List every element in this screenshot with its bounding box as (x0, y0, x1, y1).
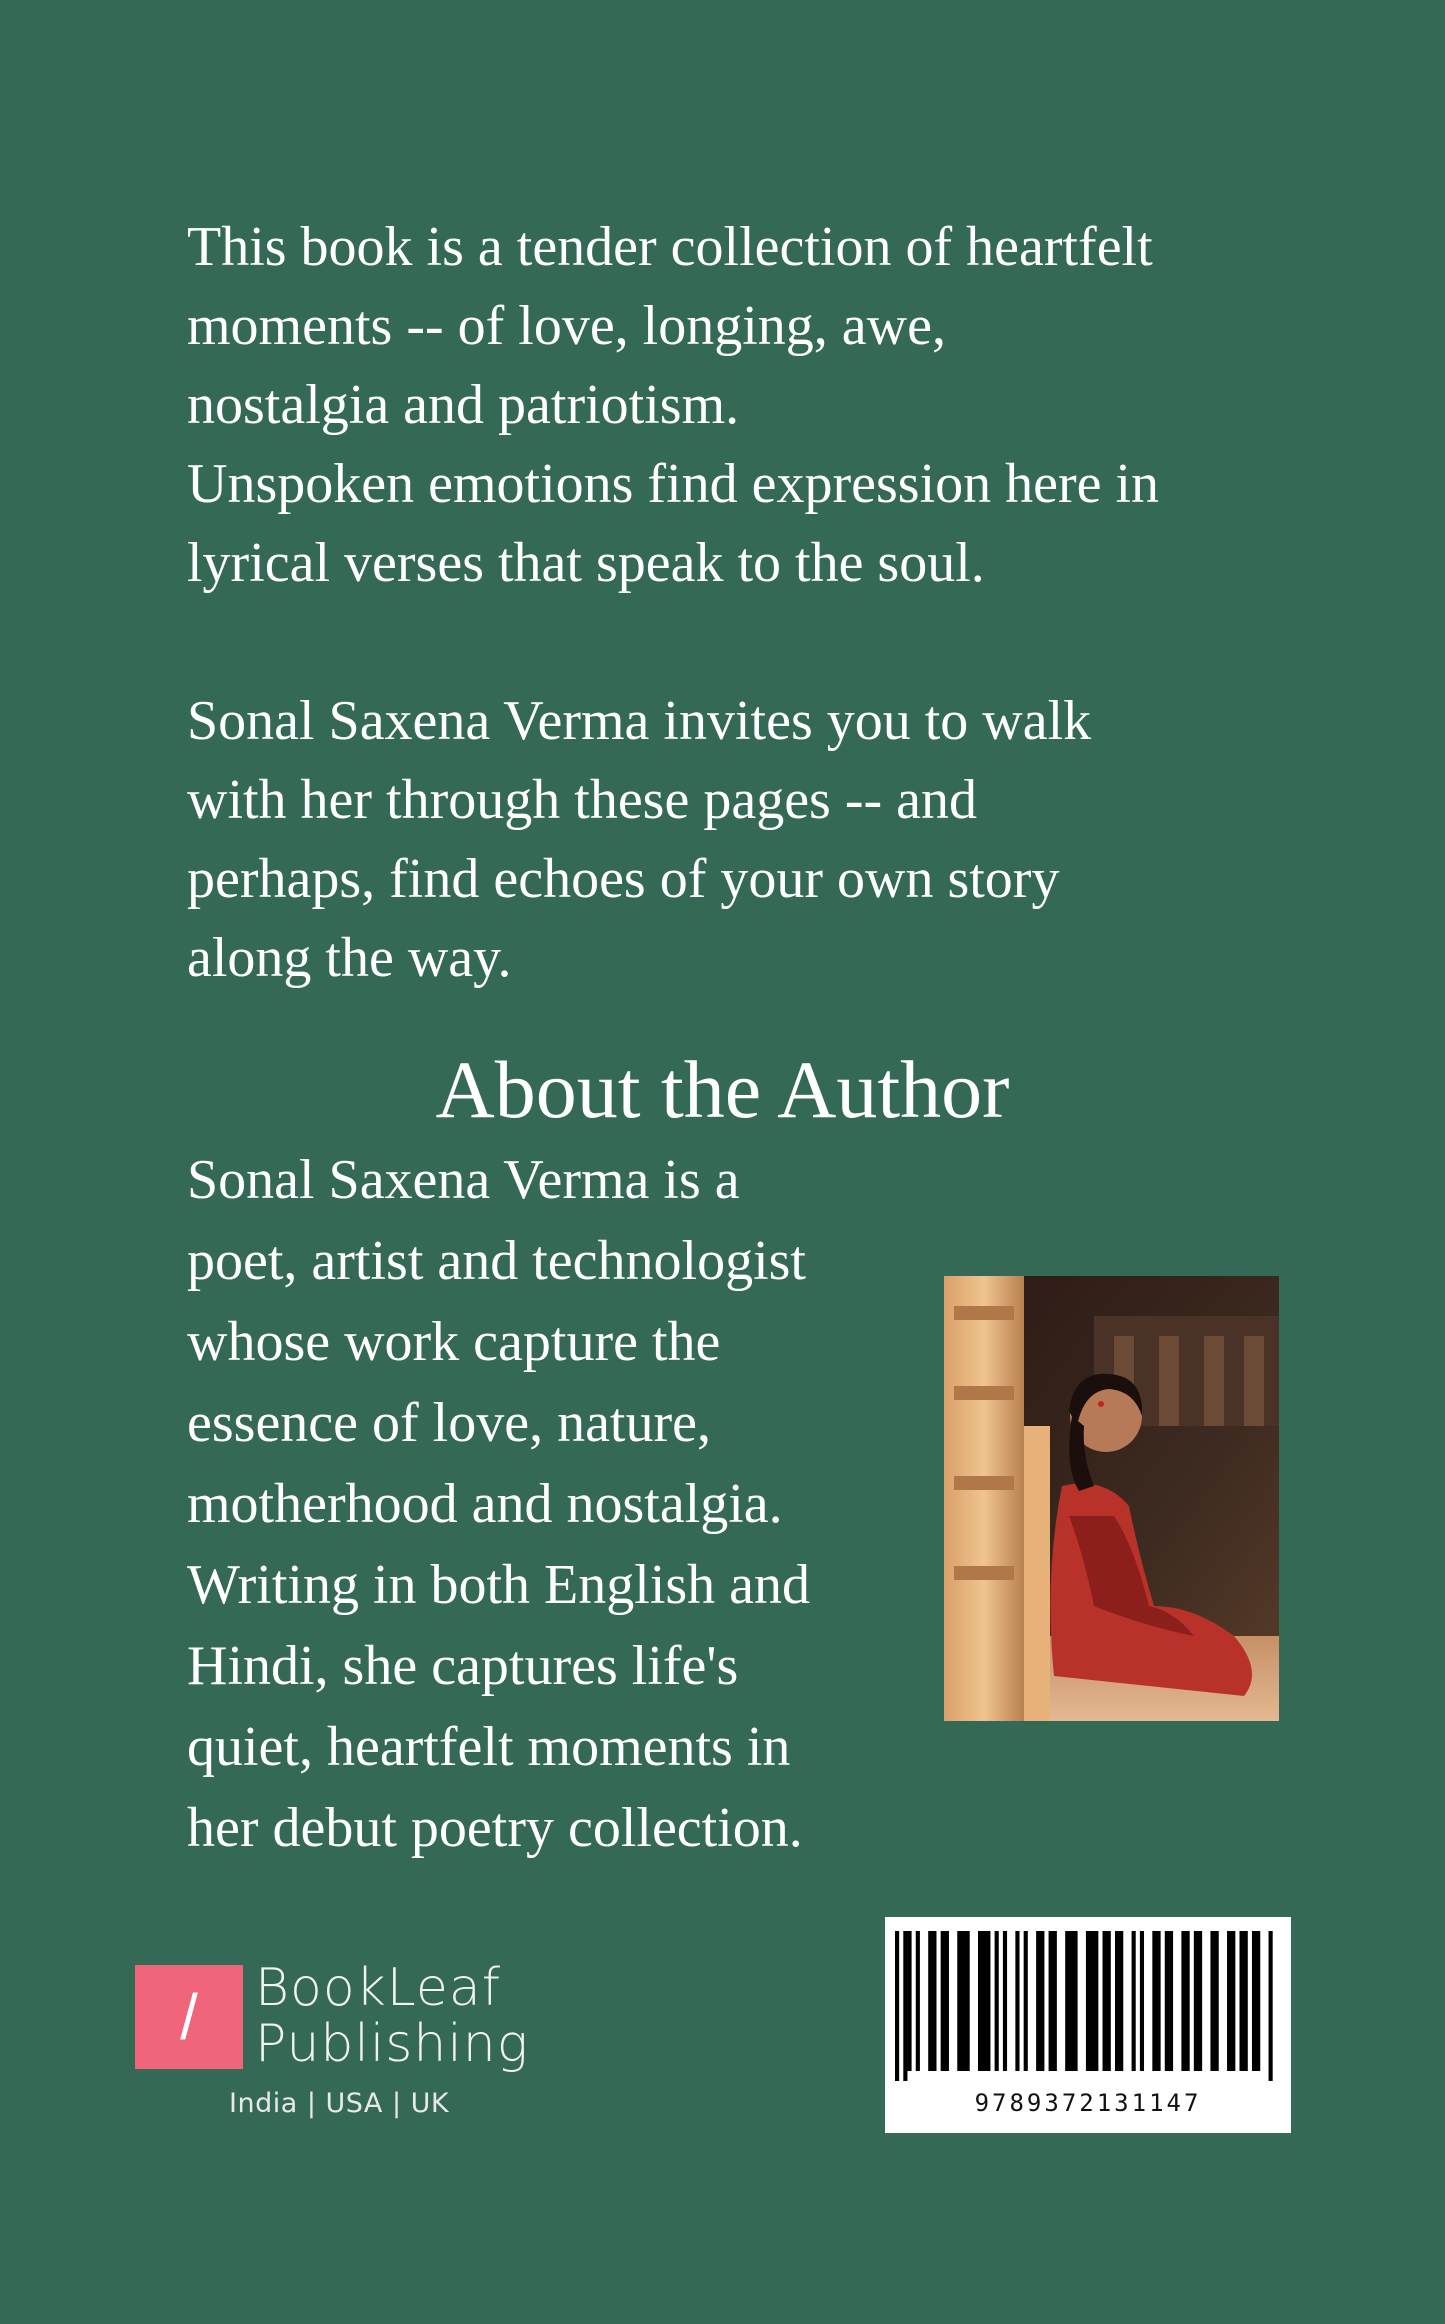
barcode-bar (995, 1931, 999, 2071)
barcode-bar (1269, 1931, 1273, 2081)
barcode-bar (1024, 1931, 1028, 2071)
barcode-bar (1181, 1931, 1189, 2071)
barcode-bar (1239, 1931, 1247, 2071)
barcode-bar (1015, 1931, 1019, 2071)
publisher-name: BookLeaf Publishing (255, 1958, 529, 2074)
blurb-paragraph-2: Sonal Saxena Verma invites you to walk with her through these pages -- and perhaps, find echoes of your own story along the way. (187, 690, 1092, 989)
barcode-bars (895, 1931, 1281, 2081)
blurb-paragraph-1: This book is a tender collection of heartfelt moments -- of love, longing, awe, nostalgia and patriotism. Unspoken emotions find expression here in lyrical verses that speak to the soul. (187, 216, 1160, 594)
publisher-logo (135, 1960, 555, 2130)
about-author-heading: About the Author (435, 1044, 1010, 1135)
barcode-bar (1003, 1931, 1007, 2071)
barcode-bar (1132, 1931, 1136, 2071)
about-author-text: Sonal Saxena Verma is a poet, artist and technologist whose work capture the essence of love, nature, motherhood and nostalgia. Writing in both English and Hindi, she captures life's quiet, heartfelt moments in her debut poetry collection. (187, 1149, 811, 1859)
paragraph-gap (187, 603, 1287, 682)
barcode-bar (1194, 1931, 1202, 2071)
barcode-bar (978, 1931, 990, 2071)
publisher-regions: India | USA | UK (229, 2088, 450, 2119)
barcode-bar (941, 1931, 949, 2071)
barcode-bar (1036, 1931, 1044, 2071)
barcode-bar (903, 1931, 907, 2081)
barcode-bar (1227, 1931, 1235, 2071)
barcode-bar (1049, 1931, 1057, 2071)
barcode-bar (1086, 1931, 1098, 2071)
author-photo (944, 1276, 1279, 1721)
barcode-bar (1115, 1931, 1123, 2071)
bookleaf-logo-icon (135, 1965, 243, 2069)
barcode-bar (1065, 1931, 1077, 2071)
barcode-bar (928, 1931, 936, 2071)
barcode-bar (1165, 1931, 1173, 2071)
back-cover-blurb (187, 208, 1287, 998)
logo-slash: / (180, 1981, 198, 2053)
barcode-bar (1210, 1931, 1218, 2071)
barcode-bar (1103, 1931, 1111, 2071)
barcode-bar (916, 1931, 920, 2071)
isbn-barcode (885, 1917, 1291, 2133)
barcode-bar (1152, 1931, 1160, 2071)
barcode-bar (1140, 1931, 1144, 2071)
barcode-bar (957, 1931, 969, 2071)
isbn-number: 9789372131147 (974, 2089, 1202, 2117)
barcode-bar (907, 1931, 911, 2071)
barcode-bar (1252, 1931, 1260, 2071)
barcode-bar (895, 1931, 899, 2081)
